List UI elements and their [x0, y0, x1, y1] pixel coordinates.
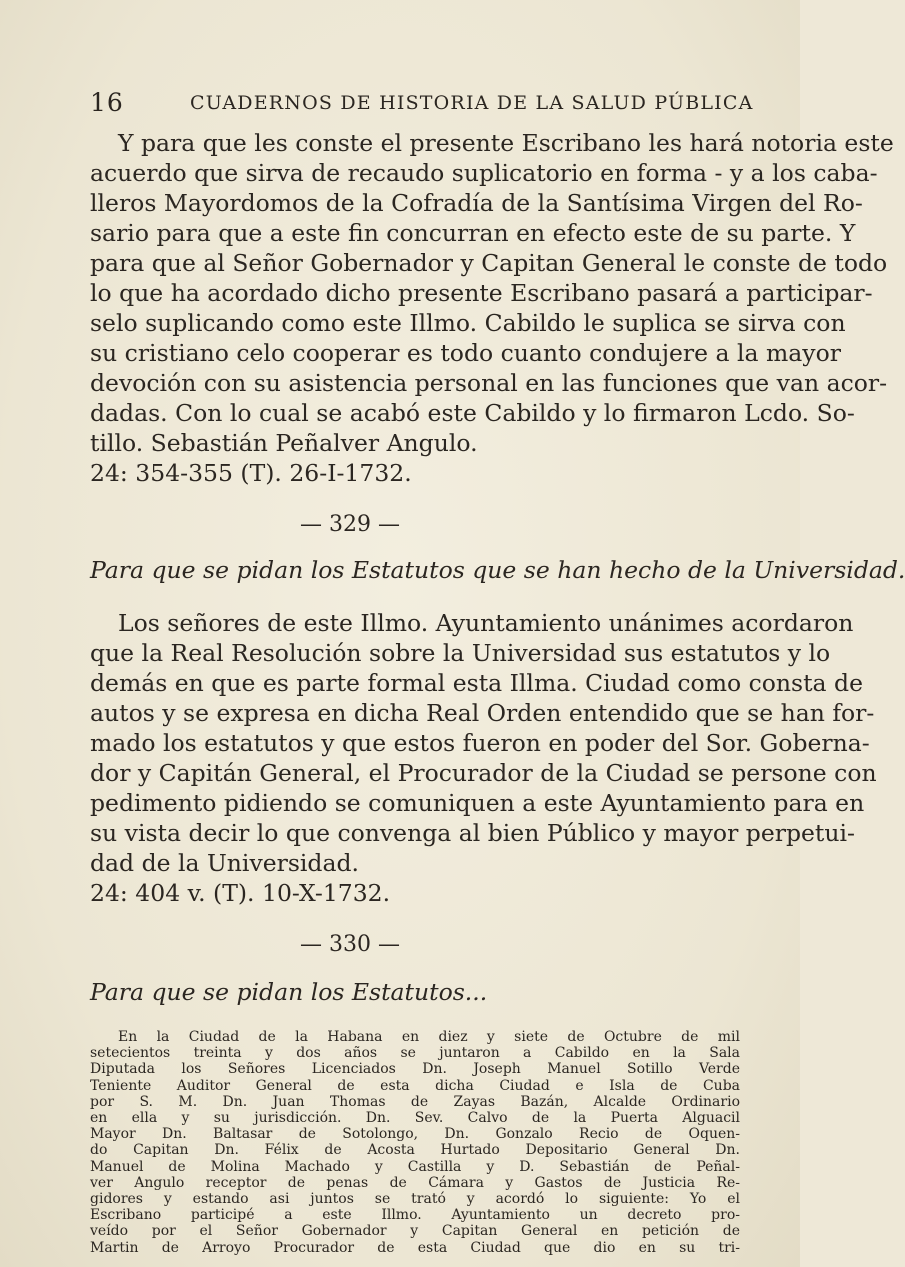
text-line: Diputada los Señores Licenciados Dn. Joseph Manuel Sotillo Verde: [90, 1061, 740, 1078]
text-line: Martin de Arroyo Procurador de esta Ciudad que dio en su tri-: [90, 1239, 740, 1256]
text-line: en ella y su jurisdicción. Dn. Sev. Calvo de la Puerta Alguacil: [90, 1110, 740, 1126]
page-number: 16: [90, 88, 124, 117]
text-line: por S. M. Dn. Juan Thomas de Zayas Bazán, Alcalde Ordinario: [90, 1093, 740, 1110]
text-line: demás en que es parte formal esta Illma. Ciudad como consta de: [90, 669, 863, 697]
citation: 24: 354-355 (T). 26-I-1732.: [90, 459, 412, 487]
text-line: Escribano participé a este Illmo. Ayuntamiento un decreto pro-: [90, 1207, 740, 1224]
text-line: do Capitan Dn. Félix de Acosta Hurtado Depositario General Dn.: [90, 1142, 740, 1159]
text-line: ver Angulo receptor de penas de Cámara y Gastos de Justicia Re-: [90, 1174, 740, 1191]
text-line: su cristiano celo cooperar es todo cuanto condujere a la mayor: [90, 339, 841, 367]
text-line: Los señores de este Illmo. Ayuntamiento unánimes acordaron: [118, 609, 854, 637]
text-line: selo suplicando como este Illmo. Cabildo le suplica se sirva con: [90, 309, 846, 337]
entry-title: Para que se pidan los Estatutos que se han hecho de la Universidad.: [90, 556, 905, 584]
text-line: dadas. Con lo cual se acabó este Cabildo y lo firmaron Lcdo. So-: [90, 399, 855, 427]
text-line: veído por el Señor Gobernador y Capitan General en petición de: [90, 1223, 740, 1240]
entry-title: Para que se pidan los Estatutos...: [90, 978, 488, 1006]
text-line: lleros Mayordomos de la Cofradía de la Santísima Virgen del Ro-: [90, 189, 863, 217]
page-header: [90, 88, 754, 122]
text-line: dad de la Universidad.: [90, 849, 359, 877]
entry-number: — 330 —: [300, 932, 400, 957]
text-line: para que al Señor Gobernador y Capitan General le conste de todo: [90, 249, 888, 277]
text-line: Mayor Dn. Baltasar de Sotolongo, Dn. Gonzalo Recio de Oquen-: [90, 1126, 740, 1143]
running-title: CUADERNOS DE HISTORIA DE LA SALUD PÚBLICA: [190, 92, 754, 114]
text-line: En la Ciudad de la Habana en diez y siete de Octubre de mil: [118, 1029, 740, 1045]
text-line: Y para que les conste el presente Escribano les hará notoria este: [118, 129, 894, 157]
text-line: lo que ha acordado dicho presente Escribano pasará a participar-: [90, 279, 873, 307]
text-line: que la Real Resolución sobre la Universidad sus estatutos y lo: [90, 639, 831, 667]
citation: 24: 404 v. (T). 10-X-1732.: [90, 879, 391, 907]
text-line: acuerdo que sirva de recaudo suplicatorio en forma - y a los caba-: [90, 159, 878, 187]
text-line: sario para que a este fin concurran en efecto este de su parte. Y: [90, 219, 856, 247]
entry-number: — 329 —: [300, 512, 400, 537]
text-line: mado los estatutos y que estos fueron en poder del Sor. Goberna-: [90, 729, 870, 757]
text-line: gidores y estando asi juntos se trató y acordó lo siguiente: Yo el: [90, 1191, 740, 1207]
text-line: dor y Capitán General, el Procurador de la Ciudad se persone con: [90, 759, 877, 787]
text-line: Teniente Auditor General de esta dicha Ciudad e Isla de Cuba: [90, 1077, 740, 1094]
text-line: devoción con su asistencia personal en las funciones que van acor-: [90, 369, 888, 397]
text-line: su vista decir lo que convenga al bien Público y mayor perpetui-: [90, 819, 855, 847]
text-line: pedimento pidiendo se comuniquen a este Ayuntamiento para en: [90, 789, 865, 817]
text-line: setecientos treinta y dos años se juntaron a Cabildo en la Sala: [90, 1045, 740, 1062]
text-line: autos y se expresa en dicha Real Orden entendido que se han for-: [90, 699, 875, 727]
text-line: tillo. Sebastián Peñalver Angulo.: [90, 429, 478, 457]
text-line: Manuel de Molina Machado y Castilla y D. Sebastián de Peñal-: [90, 1158, 740, 1175]
